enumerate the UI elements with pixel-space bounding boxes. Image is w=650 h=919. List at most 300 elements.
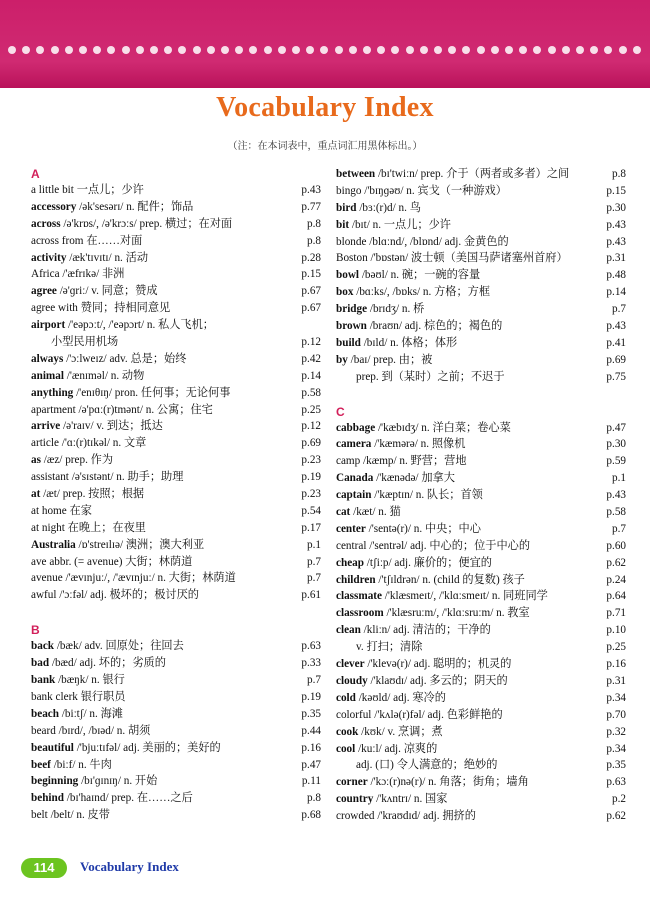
entry-page: p.17 (301, 521, 321, 534)
entry-word: bank clerk (31, 690, 78, 703)
section-letter: A (31, 167, 40, 181)
entry-definition: /'æfrɪkə/ 非洲 (62, 268, 125, 281)
entry-definition: /'kænədə/ 加拿大 (376, 472, 455, 485)
entry-page: p.14 (301, 369, 321, 382)
entry-page: p.61 (301, 589, 321, 602)
entry-definition: /bɑːks/, /bɒks/ n. 方格；方框 (356, 286, 491, 299)
vocab-entry (336, 521, 626, 538)
entry-definition: /bɪrd/, /bɪəd/ n. 胡须 (58, 724, 151, 737)
entry-word: cloudy (336, 674, 368, 687)
entry-page: p.31 (606, 674, 626, 687)
vocab-entry (31, 638, 321, 655)
dot (51, 46, 59, 54)
dot (335, 46, 343, 54)
entry-page: p.77 (301, 200, 321, 213)
entry-word: between (336, 168, 376, 180)
dot (8, 46, 16, 54)
entry-word: brown (336, 320, 367, 333)
vocab-entry (31, 790, 321, 807)
entry-word: back (31, 640, 55, 653)
vocab-entry (336, 250, 626, 267)
vocab-entry (31, 554, 321, 571)
entry-page: p.41 (606, 336, 626, 349)
vocab-entry (336, 352, 626, 369)
entry-word: cool (336, 742, 356, 755)
entry-word: Boston (336, 252, 368, 265)
entry-definition: /'enɪθɪŋ/ pron. 任何事；无论何事 (76, 386, 231, 399)
vocab-entry (336, 673, 626, 690)
entry-page: p.58 (606, 506, 626, 519)
entry-word: arrive (31, 420, 61, 433)
entry-word: activity (31, 251, 67, 264)
page-number-badge: 114 (21, 858, 67, 878)
vocab-entry (336, 639, 626, 656)
entry-definition: /'klæsruːm/, /'klɑːsruːm/ n. 教室 (386, 607, 530, 620)
entry-definition: /æk'tɪvɪtɪ/ n. 活动 (69, 251, 149, 264)
page-title: Vocabulary Index (216, 92, 434, 123)
entry-word: captain (336, 489, 372, 502)
dot (22, 46, 30, 54)
entry-word: agree (31, 285, 57, 298)
entry-page: p.60 (606, 539, 626, 552)
vocab-entry (336, 183, 626, 200)
vocab-entry (31, 757, 321, 774)
entry-word: bridge (336, 303, 368, 316)
vocab-entry (336, 555, 626, 572)
entry-definition: v. 打扫；清除 (356, 641, 423, 654)
entry-page: p.35 (606, 759, 626, 772)
vocab-entry (31, 250, 321, 267)
entry-page: p.59 (606, 455, 626, 468)
entry-page: p.7 (307, 555, 321, 568)
entry-page: p.43 (606, 320, 626, 333)
entry-page: p.8 (307, 792, 321, 805)
entry-word: clever (336, 658, 365, 671)
header-band (0, 0, 650, 88)
entry-definition: /brɪdʒ/ n. 桥 (369, 303, 425, 316)
entry-page: p.23 (301, 488, 321, 501)
dot (576, 46, 584, 54)
vocab-entry (336, 538, 626, 555)
left-column (31, 166, 321, 824)
entry-page: p.67 (301, 302, 321, 315)
entry-page: p.25 (606, 641, 626, 654)
entry-page: p.43 (606, 218, 626, 231)
entry-word: cheap (336, 556, 364, 569)
dot (505, 46, 513, 54)
entry-page: p.16 (606, 658, 626, 671)
section-gap (336, 386, 626, 404)
vocab-entry (336, 690, 626, 707)
entry-definition: /ɒ'streɪlɪə/ 澳洲；澳大利亚 (78, 538, 205, 551)
vocab-entry (31, 266, 321, 283)
entry-definition: 一点儿；少许 (76, 184, 144, 196)
entry-page: p.19 (301, 471, 321, 484)
vocab-entry (336, 504, 626, 521)
entry-page: p.63 (301, 640, 321, 653)
entry-word: as (31, 454, 41, 467)
entry-definition: 在晚上；在夜里 (67, 521, 146, 534)
entry-page: p.16 (301, 741, 321, 754)
entry-definition: /'kʌntrɪ/ n. 国家 (376, 793, 448, 806)
entry-definition: /biːf/ n. 牛肉 (53, 758, 112, 771)
entry-word: belt (31, 809, 48, 822)
entry-word: Canada (336, 472, 374, 485)
entry-page: p.62 (606, 810, 626, 823)
entry-definition: /blɑːnd/, /blɒnd/ adj. 金黄色的 (369, 235, 509, 248)
entry-definition: /'kæptɪn/ n. 队长；首领 (374, 489, 483, 502)
entry-page: p.7 (307, 674, 321, 687)
entry-word: colorful (336, 708, 372, 721)
entry-page: p.8 (307, 234, 321, 247)
entry-definition: /bæŋk/ n. 银行 (58, 674, 125, 687)
entry-word: animal (31, 369, 64, 382)
vocab-entry (336, 588, 626, 605)
entry-page: p.63 (606, 776, 626, 789)
dot (406, 46, 414, 54)
entry-page: p.62 (606, 556, 626, 569)
entry-word: avenue (31, 572, 63, 585)
entry-definition: /kæmp/ n. 野营；营地 (363, 455, 467, 468)
dot (292, 46, 300, 54)
entry-definition: adj. (口) 令人满意的；绝妙的 (356, 759, 498, 772)
note-text: （注：在本词表中，重点词汇用黑体标出。） (227, 141, 423, 152)
vocab-entry (31, 385, 321, 402)
entry-page: p.47 (606, 421, 626, 434)
entry-word: camp (336, 455, 361, 468)
vocab-entry (336, 420, 626, 437)
dot (491, 46, 499, 54)
entry-word: a little bit (31, 184, 74, 196)
vocab-entry (336, 572, 626, 589)
entry-definition: /baɪ/ prep. 由；被 (350, 353, 433, 366)
entry-definition: /kliːn/ adj. 清洁的；干净的 (363, 624, 491, 637)
entry-word: across (31, 217, 61, 230)
entry-word: center (336, 522, 366, 535)
entry-page: p.30 (606, 438, 626, 451)
dot (264, 46, 272, 54)
vocab-entry (336, 234, 626, 251)
dot (519, 46, 527, 54)
entry-word: behind (31, 792, 64, 805)
dot (548, 46, 556, 54)
vocab-entry (31, 740, 321, 757)
section-gap (31, 604, 321, 622)
entry-definition: /kəʊld/ adj. 寒冷的 (358, 691, 446, 704)
vocab-entry (31, 283, 321, 300)
entry-page: p.7 (307, 572, 321, 585)
dot (306, 46, 314, 54)
entry-page: p.33 (301, 657, 321, 670)
entry-page: p.11 (301, 775, 321, 788)
entry-word: clean (336, 624, 361, 637)
dot (619, 46, 627, 54)
entry-definition: /biːtʃ/ n. 海滩 (61, 707, 123, 720)
vocab-entry (336, 724, 626, 741)
entry-definition: /ə'sɪstənt/ n. 助手；助理 (71, 471, 184, 484)
vocab-entry (336, 284, 626, 301)
entry-definition: /ə'ɡriː/ v. 同意；赞成 (59, 285, 158, 298)
vocab-entry (336, 318, 626, 335)
dot (477, 46, 485, 54)
entry-word: central (336, 539, 367, 552)
entry-page: p.10 (606, 624, 626, 637)
vocab-entry (31, 182, 321, 199)
entry-word: build (336, 336, 361, 349)
entry-page: p.7 (612, 522, 626, 535)
vocab-entry (31, 435, 321, 452)
entry-definition: abbr. (= avenue) 大街；林荫道 (49, 555, 193, 568)
vocab-entry (336, 369, 626, 386)
entry-word: cold (336, 691, 356, 704)
dot (448, 46, 456, 54)
entry-definition: /bɜː(r)d/ n. 鸟 (359, 201, 421, 214)
vocab-entry (336, 453, 626, 470)
entry-page: p.43 (606, 235, 626, 248)
entry-page: p.28 (301, 251, 321, 264)
vocab-entry (31, 317, 321, 334)
entry-page: p.31 (606, 252, 626, 265)
entry-word: awful (31, 589, 57, 602)
entry-definition: /ə'raɪv/ v. 到达；抵达 (63, 420, 163, 433)
dot (93, 46, 101, 54)
vocab-entry (336, 301, 626, 318)
entry-word: assistant (31, 471, 69, 484)
entry-definition: /'ævɪnjuː/, /'ævɪnjuː/ n. 大街；林荫道 (65, 572, 236, 585)
entry-word: always (31, 352, 64, 365)
entry-definition: /bæk/ adv. 回原处；往回去 (56, 640, 184, 653)
entry-word: beginning (31, 775, 79, 788)
vocab-entry (31, 723, 321, 740)
dot (178, 46, 186, 54)
vocab-entry (336, 757, 626, 774)
entry-page: p.12 (301, 420, 321, 433)
entry-definition: /'kraʊdɪd/ adj. 拥挤的 (377, 810, 476, 823)
entry-definition: /'kæbɪdʒ/ n. 洋白菜；卷心菜 (377, 421, 511, 434)
entry-word: box (336, 286, 354, 299)
vocab-entry (336, 335, 626, 352)
dot (193, 46, 201, 54)
entry-definition: /'bɪŋɡəʊ/ n. 宾戈（一种游戏） (364, 184, 507, 197)
entry-word: country (336, 793, 374, 806)
entry-definition: /kuːl/ adj. 凉爽的 (358, 742, 438, 755)
entry-definition: /'bɒstən/ 波士顿（美国马萨诸塞州首府） (370, 252, 568, 265)
entry-definition: /'ɑː(r)tɪkəl/ n. 文章 (61, 437, 147, 450)
entry-page: p.25 (301, 403, 321, 416)
vocab-entry (31, 216, 321, 233)
entry-word: cook (336, 725, 359, 738)
vocab-entry (336, 808, 626, 825)
entry-word: at (31, 488, 41, 501)
entry-word: article (31, 437, 59, 450)
dot (377, 46, 385, 54)
entry-definition: /bɪ'haɪnd/ prep. 在……之后 (66, 792, 193, 805)
entry-page: p.15 (606, 184, 626, 197)
entry-word: blonde (336, 235, 367, 248)
entry-word: beard (31, 724, 56, 737)
entry-word: bank (31, 674, 56, 687)
dot (164, 46, 172, 54)
entry-definition: 银行职员 (80, 690, 126, 703)
vocab-entry (31, 402, 321, 419)
entry-definition: 在……对面 (86, 234, 143, 247)
vocab-entry (31, 655, 321, 672)
dot (79, 46, 87, 54)
entry-definition: /belt/ n. 皮带 (50, 809, 110, 822)
entry-word: apartment (31, 403, 76, 416)
vocab-entry (31, 452, 321, 469)
entry-page: p.24 (606, 573, 626, 586)
dot (207, 46, 215, 54)
entry-definition: 小型民用机场 (51, 336, 119, 349)
entry-definition: /tʃiːp/ adj. 廉价的；便宜的 (366, 556, 492, 569)
entry-word: camera (336, 438, 372, 451)
entry-definition: /bəʊl/ n. 碗；一碗的容量 (361, 269, 481, 282)
dot (562, 46, 570, 54)
entry-definition: /bɪ'twiːn/ prep. 介于（两者或多者）之间 (377, 168, 570, 180)
dot (533, 46, 541, 54)
entry-definition: /bæd/ adj. 坏的；劣质的 (51, 657, 166, 670)
entry-word: corner (336, 776, 368, 789)
vocab-entry (31, 570, 321, 587)
entry-page: p.19 (301, 690, 321, 703)
entry-definition: /ə'pɑː(r)tmənt/ n. 公寓；住宅 (78, 403, 213, 416)
footer-label: Vocabulary Index (80, 859, 179, 874)
dot (150, 46, 158, 54)
entry-definition: /'kʌlə(r)fəl/ adj. 色彩鲜艳的 (374, 708, 503, 721)
entry-page: p.69 (606, 353, 626, 366)
entry-definition: /'tʃɪldrən/ n. (child 的复数) 孩子 (378, 573, 525, 586)
entry-definition: /æt/ prep. 按照；根据 (43, 488, 145, 501)
entry-word: agree with (31, 302, 78, 315)
dot (363, 46, 371, 54)
entry-page: p.67 (301, 285, 321, 298)
entry-page: p.14 (606, 286, 626, 299)
dot (136, 46, 144, 54)
dot (391, 46, 399, 54)
dot (65, 46, 73, 54)
entry-definition: /æz/ prep. 作为 (43, 454, 114, 467)
entry-word: across from (31, 234, 84, 247)
dot (420, 46, 428, 54)
entry-definition: /bɪld/ n. 体格；体形 (363, 336, 458, 349)
entry-page: p.75 (606, 370, 626, 383)
vocab-entry (336, 267, 626, 284)
entry-definition: /'klæsmeɪt/, /'klɑːsmeɪt/ n. 同班同学 (384, 590, 548, 603)
vocab-entry (31, 469, 321, 486)
dot (462, 46, 470, 54)
entry-page: p.69 (301, 437, 321, 450)
entry-page: p.23 (301, 454, 321, 467)
entry-definition: /ə'krɒs/, /ə'krɔːs/ prep. 横过；在对面 (63, 217, 233, 230)
entry-word: ave (31, 555, 47, 568)
entry-page: p.58 (301, 386, 321, 399)
entry-word: classroom (336, 607, 384, 620)
entry-word: cat (336, 506, 351, 519)
entry-page: p.68 (301, 809, 321, 822)
section-letter: B (31, 623, 40, 638)
section-letter: C (336, 404, 345, 419)
entry-word: bingo (336, 184, 362, 197)
entry-definition: prep. 到（某时）之前；不迟于 (356, 370, 505, 383)
entry-definition: /'bjuːtɪfəl/ adj. 美丽的；美好的 (76, 741, 221, 754)
entry-page: p.32 (606, 725, 626, 738)
entry-page: p.1 (612, 472, 626, 485)
entry-definition: 在家 (69, 504, 92, 517)
entry-definition: /'eəpɔːt/, /'eəpɔrt/ n. 私人飞机； (67, 319, 214, 332)
entry-page: p.70 (606, 708, 626, 721)
vocab-entry (31, 689, 321, 706)
entry-page: p.15 (301, 268, 321, 281)
entry-word: accessory (31, 200, 77, 213)
vocab-entry (336, 217, 626, 234)
entry-word: bit (336, 218, 350, 231)
vocab-entry (336, 200, 626, 217)
dot (604, 46, 612, 54)
dot (278, 46, 286, 54)
entry-page: p.8 (612, 168, 626, 180)
vocab-entry (336, 470, 626, 487)
vocab-entry (336, 707, 626, 724)
entry-word: bad (31, 657, 50, 670)
entry-word: beautiful (31, 741, 74, 754)
entry-definition: /'kɔː(r)nə(r)/ n. 角落；街角；墙角 (370, 776, 529, 789)
dot (633, 46, 641, 54)
vocab-entry (31, 368, 321, 385)
vocab-entry (336, 791, 626, 808)
dot (320, 46, 328, 54)
dot (434, 46, 442, 54)
vocab-entry (31, 520, 321, 537)
entry-definition: /'klaʊdɪ/ adj. 多云的；阴天的 (370, 674, 508, 687)
entry-page: p.71 (606, 607, 626, 620)
dot (349, 46, 357, 54)
dot-decoration (8, 46, 648, 56)
entry-word: bowl (336, 269, 360, 282)
entry-word: bird (336, 201, 357, 214)
entry-page: p.34 (606, 691, 626, 704)
vocab-entry (336, 622, 626, 639)
entry-definition: /'ɔːfəl/ adj. 极坏的；极讨厌的 (59, 589, 199, 602)
entry-definition: /'sentrəl/ adj. 中心的；位于中心的 (369, 539, 531, 552)
vocab-entry (336, 605, 626, 622)
vocab-entry (336, 166, 626, 183)
entry-page: p.48 (606, 269, 626, 282)
vocab-entry (31, 587, 321, 604)
entry-word: beach (31, 707, 59, 720)
vocab-entry (31, 537, 321, 554)
vocab-entry (31, 418, 321, 435)
entry-page: p.8 (307, 217, 321, 230)
entry-definition: /'kæmərə/ n. 照像机 (374, 438, 466, 451)
dot (107, 46, 115, 54)
entry-page: p.43 (606, 489, 626, 502)
dot (590, 46, 598, 54)
entry-definition: /ək'sesərɪ/ n. 配件；饰品 (79, 200, 194, 213)
entry-definition: /'ænɪməl/ n. 动物 (66, 369, 145, 382)
vocab-entry (336, 656, 626, 673)
entry-word: crowded (336, 810, 375, 823)
vocab-entry (31, 706, 321, 723)
vocab-entry (31, 199, 321, 216)
entry-definition: /'klevə(r)/ adj. 聪明的；机灵的 (367, 658, 512, 671)
entry-word: classmate (336, 590, 382, 603)
dot (249, 46, 257, 54)
entry-definition: /bɪt/ n. 一点儿；少许 (351, 218, 451, 231)
entry-page: p.1 (307, 538, 321, 551)
entry-page: p.2 (612, 793, 626, 806)
entry-definition: /'sentə(r)/ n. 中央；中心 (368, 522, 481, 535)
